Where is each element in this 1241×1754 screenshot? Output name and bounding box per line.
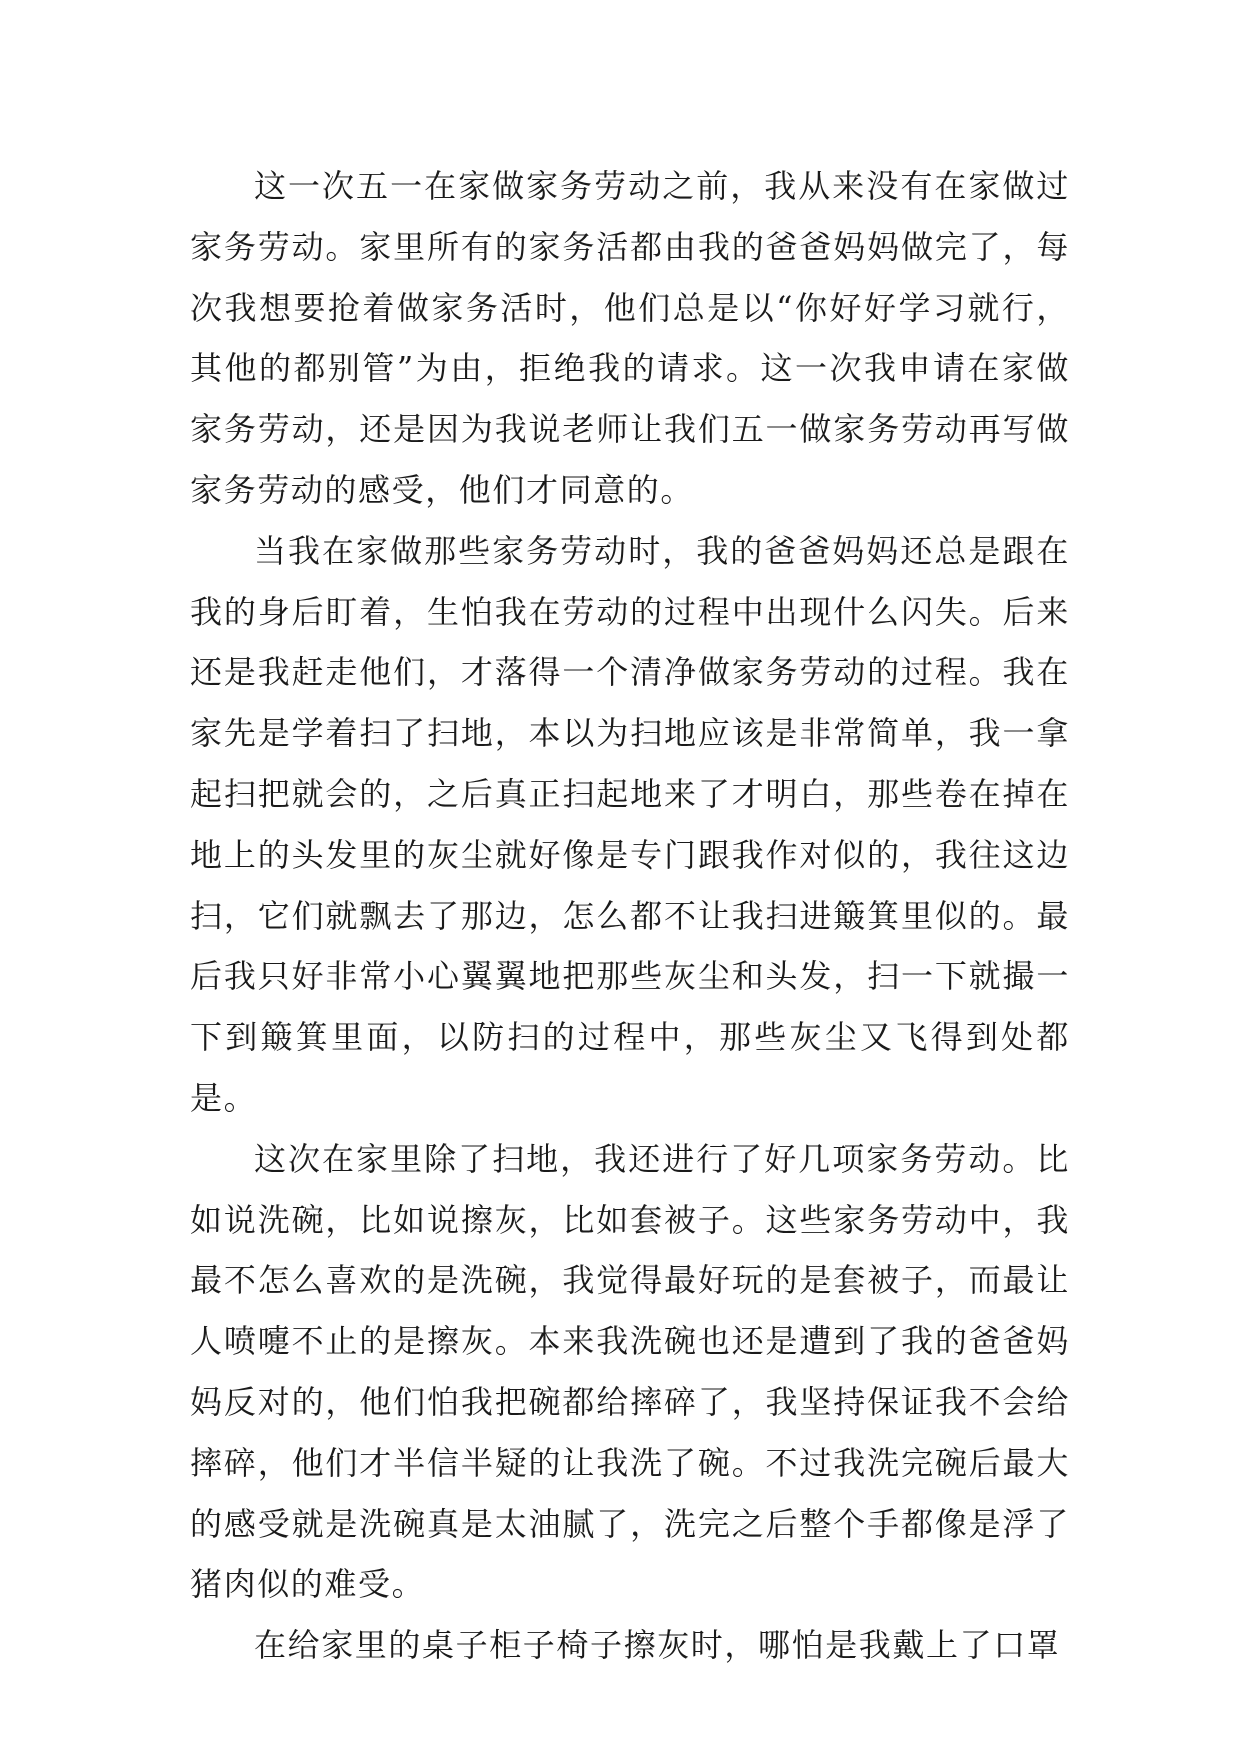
paragraph: 这次在家里除了扫地，我还进行了好几项家务劳动。比如说洗碗，比如说擦灰，比如套被子。这些家务劳动中，我最不怎么喜欢的是洗碗，我觉得最好玩的是套被子，而最让人喷嚏不止的是擦灰。本来我洗碗也还是遭到了我的爸爸妈妈反对的，他们怕我把碗都给摔碎了，我坚持保证我不会给摔碎，他们才半信半疑的让我洗了碗。不过我洗完碗后最大的感受就是洗碗真是太油腻了，洗完之后整个手都像是浮了猪肉似的难受。	[190, 1139, 1070, 1604]
document-body	[190, 156, 1070, 1676]
paragraph: 当我在家做那些家务劳动时，我的爸爸妈妈还总是跟在我的身后盯着，生怕我在劳动的过程中出现什么闪失。后来还是我赶走他们，才落得一个清净做家务劳动的过程。我在家先是学着扫了扫地，本以为扫地应该是非常简单，我一拿起扫把就会的，之后真正扫起地来了才明白，那些卷在掉在地上的头发里的灰尘就好像是专门跟我作对似的，我往这边扫，它们就飘去了那边，怎么都不让我扫进簸箕里似的。最后我只好非常小心翼翼地把那些灰尘和头发，扫一下就撮一下到簸箕里面，以防扫的过程中，那些灰尘又飞得到处都是。	[190, 531, 1070, 1117]
paragraph: 在给家里的桌子柜子椅子擦灰时，哪怕是我戴上了口罩	[254, 1626, 1061, 1665]
paragraph: 这一次五一在家做家务劳动之前，我从来没有在家做过家务劳动。家里所有的家务活都由我的爸爸妈妈做完了，每次我想要抢着做家务活时，他们总是以“你好好学习就行，其他的都别管”为由，拒绝我的请求。这一次我申请在家做家务劳动，还是因为我说老师让我们五一做家务劳动再写做家务劳动的感受，他们才同意的。	[190, 167, 1070, 509]
